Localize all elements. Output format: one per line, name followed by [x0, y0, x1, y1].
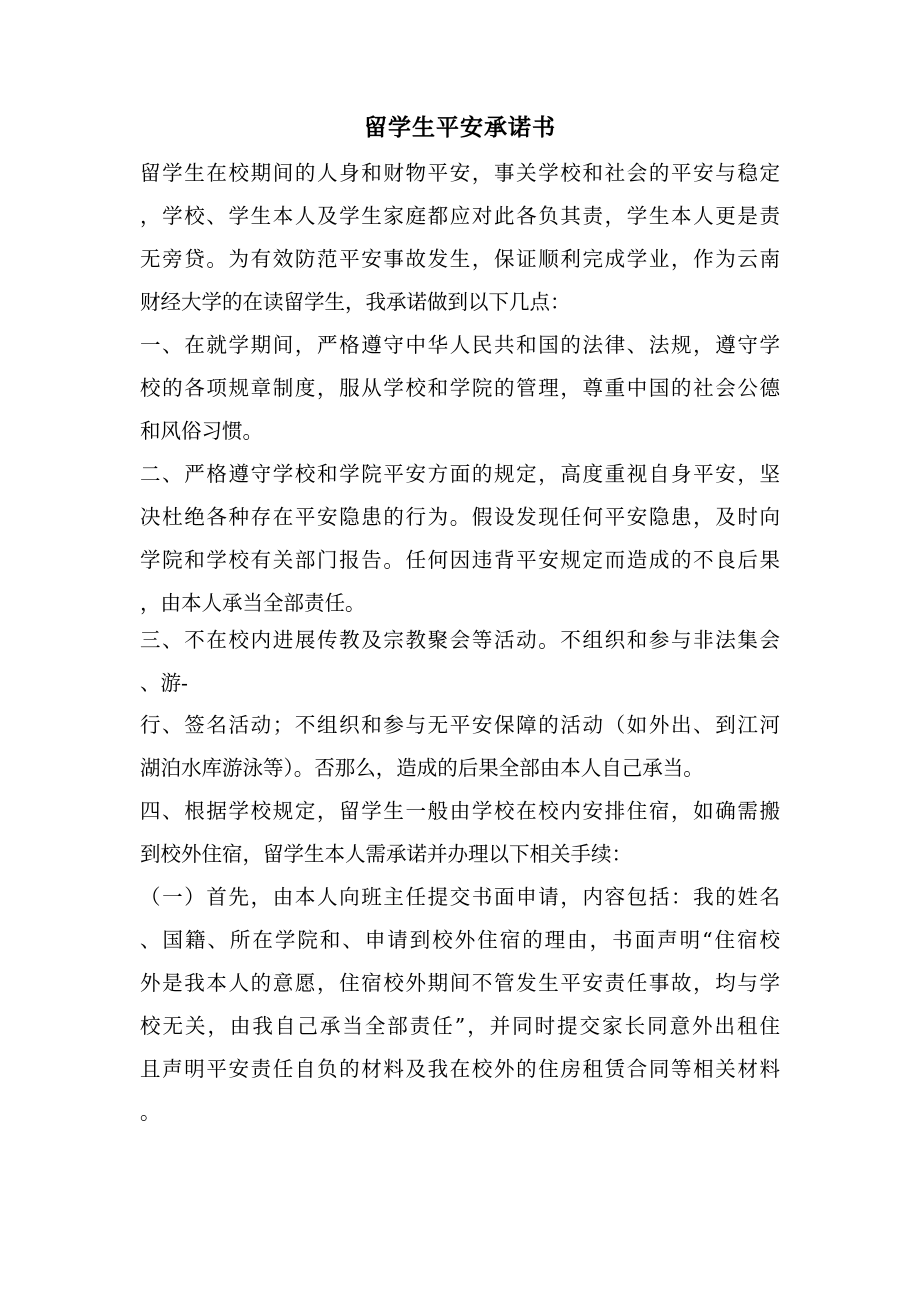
body-line-10: 学院和学校有关部门报告。任何因违背平安规定而造成的不良后果 — [140, 548, 780, 572]
body-line-13: 、游- — [140, 671, 188, 695]
body-line-20: 外是我本人的意愿，住宿校外期间不管发生平安责任事故，均与学 — [140, 971, 780, 995]
body-line-9: 决杜绝各种存在平安隐患的行为。假设发现任何平安隐患，及时向 — [140, 505, 780, 529]
body-line-18: （一）首先，由本人向班主任提交书面申请，内容包括：我的姓名 — [140, 885, 780, 909]
body-line-6: 校的各项规章制度，服从学校和学院的管理，尊重中国的社会公德 — [140, 376, 780, 400]
body-line-7: 和风俗习惯。 — [140, 419, 263, 443]
body-line-14: 行、签名活动；不组织和参与无平安保障的活动（如外出、到江河 — [140, 713, 780, 737]
body-line-15: 湖泊水库游泳等）。否那么，造成的后果全部由本人自己承当。 — [140, 756, 704, 780]
body-line-11: ，由本人承当全部责任。 — [140, 591, 366, 615]
body-line-12: 三、不在校内进展传教及宗教聚会等活动。不组织和参与非法集会 — [140, 628, 780, 652]
body-line-23: 。 — [140, 1100, 161, 1124]
body-line-1: 留学生在校期间的人身和财物平安，事关学校和社会的平安与稳定 — [140, 161, 780, 185]
document-title: 留学生平安承诺书 — [364, 114, 556, 141]
body-line-17: 到校外住宿，留学生本人需承诺并办理以下相关手续： — [140, 842, 632, 866]
body-line-4: 财经大学的在读留学生，我承诺做到以下几点： — [140, 290, 571, 314]
body-line-8: 二、严格遵守学校和学院平安方面的规定，高度重视自身平安，坚 — [140, 462, 780, 486]
body-line-3: 无旁贷。为有效防范平安事故发生，保证顺利完成学业，作为云南 — [140, 247, 780, 271]
body-line-22: 且声明平安责任自负的材料及我在校外的住房租赁合同等相关材料 — [140, 1057, 780, 1081]
body-line-16: 四、根据学校规定，留学生一般由学校在校内安排住宿，如确需搬 — [140, 799, 780, 823]
body-line-21: 校无关，由我自己承当全部责任”，并同时提交家长同意外出租住 — [140, 1014, 780, 1038]
body-line-19: 、国籍、所在学院和、申请到校外住宿的理由，书面声明“住宿校 — [140, 928, 780, 952]
body-line-5: 一、在就学期间，严格遵守中华人民共和国的法律、法规，遵守学 — [140, 333, 780, 357]
body-line-2: ，学校、学生本人及学生家庭都应对此各负其责，学生本人更是责 — [140, 204, 780, 228]
